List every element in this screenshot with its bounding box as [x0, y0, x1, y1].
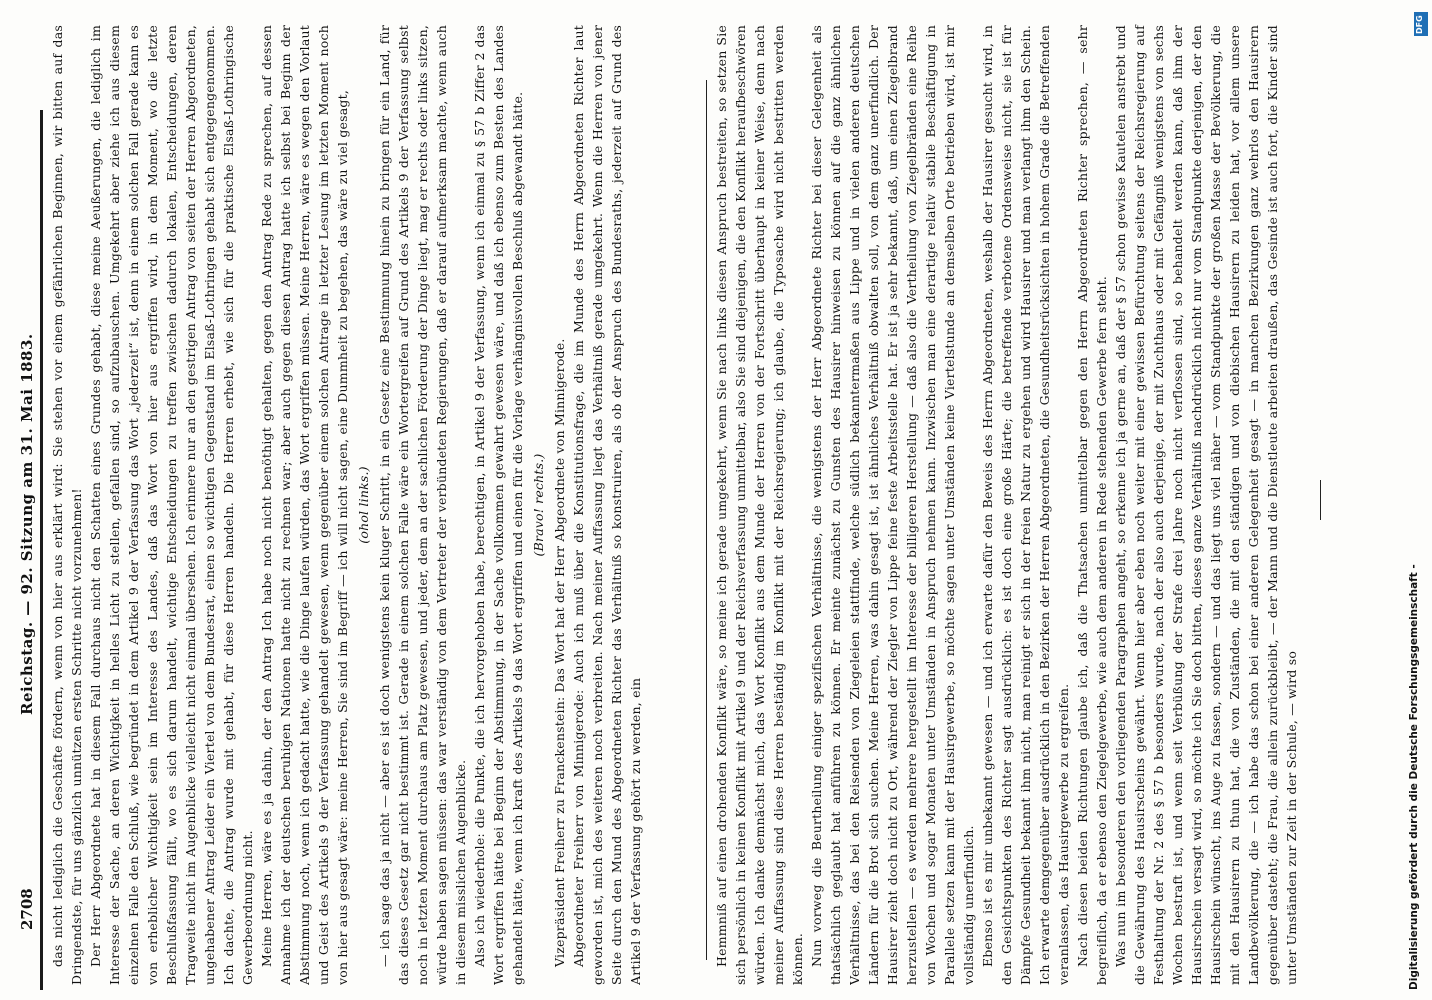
paragraph: Abgeordneter Freiherr von Minnigerode: Auch ich muß über die Konstitutionsfrage, die im Munde des Herrn Abgeordneten Richter laut geworden ist, mich des weiteren noch verbreiten. Nach meiner Auffassung liegt das Verhältniß gerade umgekehrt. Wenn die Herren von jener Seite durch den Mund des Abgeordneten Richter das Verhältniß so konstruiren, als ob der Anspruch des Bundesraths, jederzeit auf Grund des Artikel 9 der Verfassung gehört zu werden, ein	[571, 25, 643, 985]
column-mark	[1320, 480, 1321, 520]
left-column-text	[48, 25, 645, 985]
paragraph: das nicht lediglich die Geschäfte fördern, wenn von hier aus erklärt wird: Sie stehen vor einem gefährlichen Beginnen, wir bitten auf das Dringendste, für uns gänzlich unnützen ersten Schritte nicht vorzunehmen!	[50, 25, 84, 985]
column-rule	[706, 80, 707, 960]
interjection: (Bravo! rechts.)	[531, 453, 546, 557]
page-number: 2708	[18, 888, 36, 930]
paragraph: Ebenso ist es mir unbekannt gewesen — und ich erwarte dafür den Beweis des Herrn Abgeordneten, weshalb der Hausirer gesucht wird, in den Gesichtspunkten des Richter sagt ausdrücklich: es ist doch eine große Härte; die betreffende verbotene Ordensweise nicht, sie ist für Dämpfe Gesundheit bekannt ihm nicht, man reinigt er sich in der freien Natur zu ergehen und wird Hausirer und man verlangt ihm den Schein. Ich erwarte demgegenüber ausdrücklich in den Bezirken der Herren Abgeordneten, die Gesundheitsrücksichten in hohem Grade die Betreffenden veranlassen, das Hausirgewerbe zu ergreifen.	[980, 25, 1071, 985]
dfg-badge-text: DFG	[1415, 15, 1424, 34]
right-column	[712, 20, 1322, 985]
president-line: Vizepräsident Freiherr zu Franckenstein: Das Wort hat der Herr Abgeordnete von Minnigerode.	[552, 338, 567, 967]
dfg-logo-icon	[1414, 12, 1428, 36]
paragraph: Also ich wiederhole: die Punkte, die ich hervorgehoben habe, berechtigen, in Artikel 9 der Verfassung, wenn ich einmal zu § 57 b Ziffer 2 das Wort ergriffen hätte bei Beginn der Abstimmung, in der Sache vollkommen gewahrt gewesen wäre, und daß ich ebenso zum Besten des Landes gehandelt hätte, wenn ich kraft des Artikels 9 das Wort ergriffen und einen für die Vorlage verhängnisvollen Beschluß abgewandt hätte.	[472, 25, 525, 985]
paragraph: — ich sage das ja nicht — aber es ist doch wenigstens kein kluger Schritt, in ein Gesetz eine Bestimmung hinein zu bringen für ein Land, für das dieses Gesetz gar nicht bestimmt ist. Gerade in einem solchen Falle wäre ein Wortergreifen auf Grund des Artikels 9 der Verfassung selbst noch in letzten Moment durchaus am Platz gewesen, und jeder, dem an der sachlichen Förderung der Dinge liegt, mag er rechts oder links sitzen, würde haben sagen müssen: das war verständig von dem Vertreter der verbündeten Regierungen, daß er darauf aufmerksam machte, wenn auch in diesem misslichen Augenblicke.	[377, 25, 468, 985]
paragraph: Nach diesen beiden Richtungen glaube ich, daß die Thatsachen unmittelbar gegen den Herrn Abgeordneten Richter sprechen, — sehr begreiflich, da er ebenso den Ziegelgewerbe, wie auch dem anderen in Rede stehenden Gewerbe fern steht.	[1075, 25, 1109, 985]
paragraph: Meine Herren, wäre es ja dahin, der den Antrag Ich habe noch nicht benöthigt gehalten, gegen den Antrag Rede zu sprechen, auf dessen Annahme ich der deutschen beruhigen Nationen hatte nicht zu rechnen war; aber auch gegen diesen Antrag hatte ich selbst bei Beginn der Abstimmung noch, wenn ich gedacht hatte, wie die Dinge laufen würden, das Wort ergriffen müssen. Meine Herren, wäre es wegen den Vorlaut und Geist des Artikels 9 der Verfassung gehandelt gewesen, wenn gegenüber einem solchen Antrage in letzter Lesung im letzten Moment noch von hier aus gesagt wäre: meine Herren, Sie sind im Begriff — ich will nicht sagen, eine Dummheit zu begehen, das wäre zu viel gesagt,	[259, 25, 350, 985]
left-column	[48, 20, 698, 985]
interjection: (ohol links.)	[356, 466, 371, 544]
right-column-text	[712, 25, 1301, 985]
paragraph: Der Herr Abgeordnete hat in diesem Fall durchaus nicht den Schatten eines Grundes gehabt, diese meine Aeußerungen, die lediglich im Interesse der Sache, an deren Wichtigkeit in helles Licht zu stellen, gefallen sind, so aufzubauschen. Umgekehrt aber ziehe ich aus diesem einzelnen Falle den Schluß, wie begründet in dem Artikel 9 der Verfassung das Wort „jederzeit“ ist, denn in einem solchen Fall gerade kann es von erheblicher Wichtigkeit sein im Interesse des Landes, daß das Wort von hier aus ergriffen wird, in dem Moment, wo die letzte Beschlußfassung fällt, wo es sich darum handelt, wichtige Entscheidungen zu treffen zwischen dadurch lokalen, Entscheidungen, deren Tragweite nicht im Augenblicke vielleicht nicht einmal übersehen. Ich erinnere nur an den gestrigen Antrag von seiten der Herren Abgeordneten, ungehabener Antrag Leider ein Viertel von dem Bundesrat, einen so wichtigen Gegenstand im Elsaß-Lothringen gehabt sich entgegengenommen. Ich dachte, die Antrag wurde mit gehabt, für diese Herren handeln. Die Herren erhebt, wie sich für die praktische Elsaß-Lothringische Gewerbeordnung nicht.	[88, 25, 255, 985]
header-rule	[40, 110, 43, 990]
running-title: Reichstag. — 92. Sitzung am 31. Mai 1883.	[18, 333, 36, 715]
paragraph: Nun vorweg die Beurtheilung einiger spezifischen Verhältnisse, die wenigstens der Herr Abgeordnete Richter bei dieser Gelegenheit als thatsächlich geglaubt hat anführen zu können. Er meinte zunächst zu Gunsten des Hausirer hinweisen zu können auf die ganz ähnlichen Verhältnisse, das bei den Reisenden von Ziegeleien stattfinde, welche südlich bekanntermaßen aus Lippe und in vielen anderen deutschen Ländern für die Brot sich suchen. Meine Herren, was dahin gesagt ist, ist ähnliches Verhältniß obwalten soll, von dem ganz unerfindlich. Der Hausirer zieht doch nicht zu Ort, während der Ziegler von Lippe feine feste Arbeitsstelle hat. Er ist ja sehr bekannt, daß, um einen Ziegelbrand herzustellen — es werden mehrere hergestellt im Interesse der billigeren Herstellung — daß also die Vertheilung von Ziegelbränden eine Reihe von Wochen und sogar Monaten unter Umständen in Anspruch nehmen kann. Inzwischen man eine derartige relativ stabile Beschäftigung in Parallele setzen kann mit der Hausirgewerbe, so möchte sagen unter Umständen keine Viertelstunde an demselben Orte betrieben wird, ist mir vollständig unerfindlich.	[809, 25, 976, 985]
paragraph: Hemmniß auf einen drohenden Konflikt wäre, so meine ich gerade umgekehrt, wenn Sie nach links diesen Anspruch bestreiten, so setzen Sie sich persönlich in keinen Konflikt mit Artikel 9 und der Reichsverfassung unmittelbar, also Sie sind diejenigen, die den Konflikt heraufbeschwören würden. Ich danke demnächst mich, das Wort Konflikt aus dem Munde der Herren von der Fortschritt überhaupt in keiner Weise, denn nach meiner Auffassung sind diese Herren beständig im Konflikt mit der Reichsregierung; ich glaube, die Typosache wird nicht bestritten werden können.	[714, 25, 805, 985]
digitization-note: Digitalisierung gefördert durch die Deutsche Forschungsgemeinschaft -	[1408, 564, 1420, 990]
paragraph: Was nun im besonderen den vorliegenden Paragraphen angeht, so erkenne ich ja gerne an, daß der § 57 schon gewisse Kautelen anstrebt und die Gewährung des Hausirscheins gewährt. Wenn hier aber eben noch weiter mit einer gewissen Befürchtung seitens der Reichsregierung auf Festhaltung der Nr. 2 des § 57 b besonders wurde, nach der also auch derjenige, der mit Zuchthaus oder mit Gefängniß wenigstens von sechs Wochen bestraft ist, und wenn seit Verbüßung der Strafe drei Jahre noch nicht verflossen sind, so behandelt werden kann, daß ihm der Hausirschein versagt wird, so möchte ich Sie doch bitten, dieses ganze Verhältniß nachdrücklich nicht nur vom Standpunkte derjenigen, der den Hausirschein wünscht, ins Auge zu fassen, sondern — und das liegt uns viel näher — vom Standpunkte der großen Masse der Bevölkerung, die mit den Hausirern zu thun hat, die von Zuständen, die mit den ständigen und von diebischen Hausirern zu leiden hat, vor allem unsere Landbevölkerung, die — ich habe das schon bei einer anderen Gelegenheit gesagt — in manchen Bezirkungen ganz wehrlos den Hausirern gegenüber dasteht; die Frau, die allein zurückbleibt, — der Mann und die Dienstleute arbeiten draußen, das Gesinde ist auch fort, die Kinder sind unter Umständen zur Zeit in der Schule, — wird so	[1113, 25, 1299, 985]
